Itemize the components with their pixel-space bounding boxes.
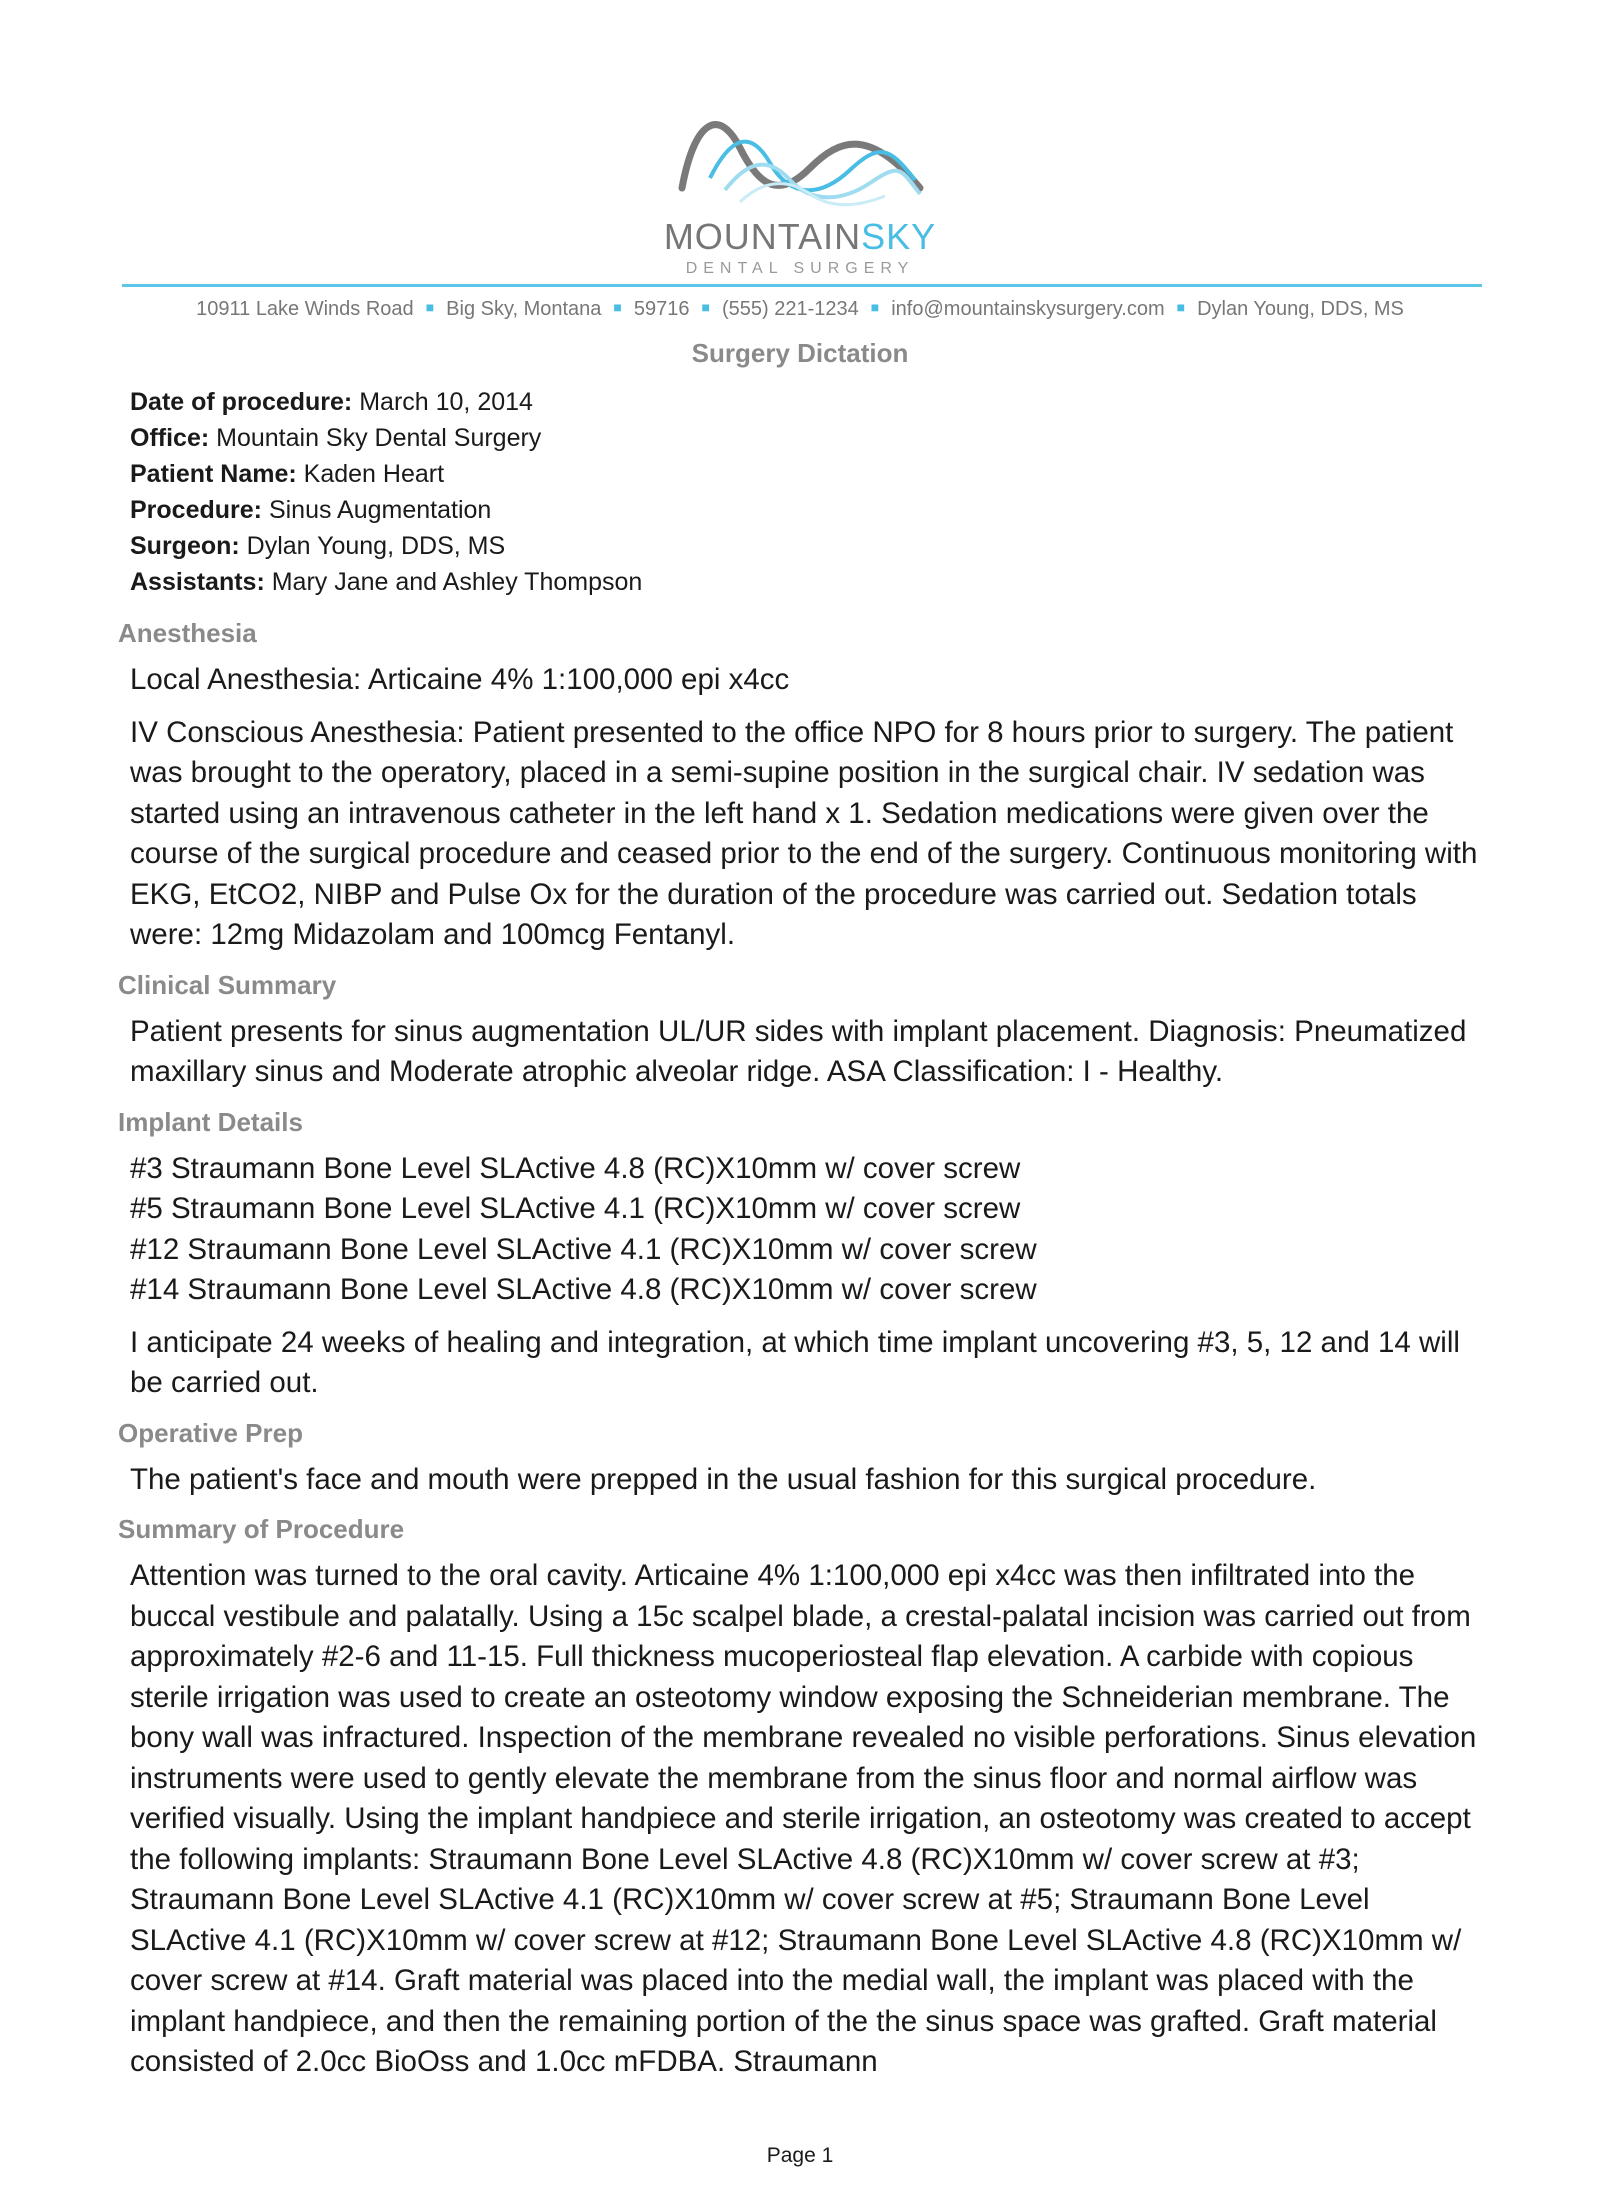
brand-name: MOUNTAINSKY (663, 216, 937, 257)
procedure-meta (130, 384, 642, 600)
section-heading-anesthesia: Anesthesia (118, 618, 257, 648)
contact-city: Big Sky, Montana (446, 298, 602, 320)
section-heading-summary-of-procedure: Summary of Procedure (118, 1514, 405, 1544)
procedure-summary-text: Attention was turned to the oral cavity. Articaine 4% 1:100,000 epi x4cc was then infiltrated into the buccal vestibule and palatally. Using a 15c scalpel blade, a crestal-palatal incision was carried out from approximately #2-6 and 11-15. Full thickness mucoperiosteal flap elevation. A carbide with copious sterile irrigation was used to create an osteotomy window exposing the Schneiderian membrane. The bony wall was infractured. Inspection of the membrane revealed no visible perforations. Sinus elevation instruments were used to gently elevate the membrane from the sinus floor and normal airflow was verified visually. Using the implant handpiece and sterile irrigation, an osteotomy was created to accept the following implants: Straumann Bone Level SLActive 4.8 (RC)X10mm w/ cover screw at #3; Straumann Bone Level SLActive 4.1 (RC)X10mm w/ cover screw at #5; Straumann Bone Level SLActive 4.1 (RC)X10mm w/ cover screw at #12; Straumann Bone Level SLActive 4.8 (RC)X10mm w/ cover screw at #14. Graft material was placed into the medial wall, the implant was placed with the implant handpiece, and then the remaining portion of the the sinus space was grafted. Graft material consisted of 2.0cc BioOss and 1.0cc mFDBA. Straumann (130, 1559, 1477, 2078)
implant-item: #14 Straumann Bone Level SLActive 4.8 (RC)X10mm w/ cover screw (130, 1273, 1037, 1306)
contact-zip: 59716 (633, 298, 690, 320)
mountain-wave-logo-icon (670, 108, 930, 218)
section-heading-operative-prep: Operative Prep (118, 1417, 303, 1448)
contact-address: 10911 Lake Winds Road (196, 298, 414, 320)
iv-anesthesia-text: IV Conscious Anesthesia: Patient presented to the office NPO for 8 hours prior to surgery. The patient was brought to the operatory, placed in a semi-supine position in the surgical chair. IV sedation was started using an intravenous catheter in the left hand x 1. Sedation medications were given over the course of the surgical procedure and ceased prior to the end of the surgery. Continuous monitoring with EKG, EtCO2, NIBP and Pulse Ox for the duration of the procedure was carried out. Sedation totals were: 12mg Midazolam and 100mcg Fentanyl. (130, 715, 1478, 951)
dictation-body (118, 616, 1488, 2095)
meta-office: Office: Mountain Sky Dental Surgery (130, 424, 542, 452)
page-number: Page 1 (766, 2144, 834, 2167)
contact-line (0, 298, 1600, 321)
clinical-summary-text: Patient presents for sinus augmentation UL/UR sides with implant placement. Diagnosis: Pneumatized maxillary sinus and Moderate atrophic alveolar ridge. ASA Classification: I - Healthy. (130, 1014, 1467, 1088)
operative-prep-text: The patient's face and mouth were prepped in the usual fashion for this surgical procedure. (130, 1462, 1317, 1496)
logo (0, 108, 1600, 278)
contact-doctor: Dylan Young, DDS, MS (1197, 298, 1404, 320)
bullet-icon: ■ (701, 299, 710, 315)
bullet-icon: ■ (425, 299, 435, 315)
meta-procedure: Procedure: Sinus Augmentation (130, 496, 492, 524)
implant-item: #5 Straumann Bone Level SLActive 4.1 (RC)X10mm w/ cover screw (130, 1192, 1021, 1225)
contact-phone: (555) 221-1234 (721, 298, 859, 320)
implant-list (130, 1149, 1488, 1311)
meta-patient: Patient Name: Kaden Heart (130, 460, 445, 488)
bullet-icon: ■ (1176, 299, 1186, 315)
bullet-icon: ■ (613, 299, 622, 315)
implant-item: #3 Straumann Bone Level SLActive 4.8 (RC)X10mm w/ cover screw (130, 1151, 1021, 1185)
document-title: Surgery Dictation (691, 338, 909, 368)
implant-item: #12 Straumann Bone Level SLActive 4.1 (RC)X10mm w/ cover screw (130, 1232, 1037, 1266)
meta-date: Date of procedure: March 10, 2014 (130, 388, 533, 416)
section-heading-clinical-summary: Clinical Summary (118, 969, 337, 1000)
contact-email[interactable]: info@mountainskysurgery.com (891, 298, 1165, 320)
bullet-icon: ■ (870, 299, 880, 315)
section-heading-implant-details: Implant Details (118, 1106, 303, 1137)
meta-assistants: Assistants: Mary Jane and Ashley Thompson (130, 568, 643, 596)
local-anesthesia-text: Local Anesthesia: Articaine 4% 1:100,000 epi x4cc (130, 663, 790, 696)
header-divider (122, 284, 1482, 287)
meta-surgeon: Surgeon: Dylan Young, DDS, MS (130, 532, 506, 560)
healing-text: I anticipate 24 weeks of healing and integration, at which time implant uncovering #3, 5, 12 and 14 will be carried out. (130, 1325, 1460, 1399)
brand-subtitle: DENTAL SURGERY (685, 260, 915, 277)
